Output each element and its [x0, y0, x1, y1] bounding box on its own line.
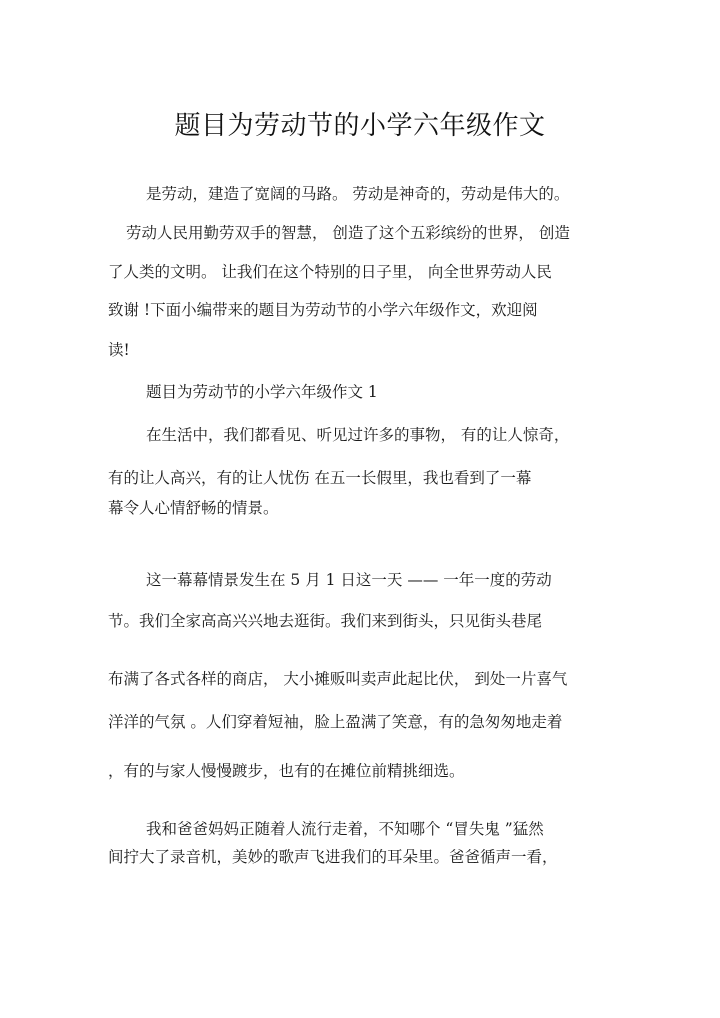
section-heading: 题目为劳动节的小学六年级作文 1: [146, 383, 378, 401]
paragraph-line-1: 是劳动，建造了宽阔的马路。 劳动是神奇的，劳动是伟大的。: [146, 185, 570, 203]
paragraph-line-11: 布满了各式各样的商店， 大小摊贩叫卖声此起比伏， 到处一片喜气: [108, 670, 568, 688]
paragraph-line-14: 我和爸爸妈妈正随着人流行走着，不知哪个 “冒失鬼 ”猛然: [146, 820, 544, 838]
paragraph-line-2: 劳动人民用勤劳双手的智慧， 创造了这个五彩缤纷的世界， 创造: [126, 224, 570, 242]
paragraph-line-3: 了人类的文明。 让我们在这个特别的日子里， 向全世界劳动人民: [108, 263, 552, 281]
paragraph-line-15: 间拧大了录音机，美妙的歌声飞进我们的耳朵里。爸爸循声一看，: [108, 848, 558, 866]
paragraph-line-5: 读!: [108, 341, 130, 359]
paragraph-line-12: 洋洋的气氛 。人们穿着短袖，脸上盈满了笑意，有的急匆匆地走着: [108, 713, 563, 731]
paragraph-line-13: ，有的与家人慢慢踱步，也有的在摊位前精挑细选。: [108, 762, 465, 780]
paragraph-line-8: 幕令人心情舒畅的情景。: [108, 499, 279, 517]
paragraph-line-7: 有的让人高兴，有的让人忧伤 在五一长假里，我也看到了一幕: [108, 469, 532, 487]
document-title: 题目为劳动节的小学六年级作文: [174, 111, 546, 141]
paragraph-line-10: 节。我们全家高高兴兴地去逛街。我们来到街头，只见街头巷尾: [108, 612, 543, 630]
paragraph-line-4: 致谢 !下面小编带来的题目为劳动节的小学六年级作文，欢迎阅: [108, 301, 538, 319]
paragraph-line-6: 在生活中，我们都看见、听见过许多的事物， 有的让人惊奇，: [146, 426, 570, 444]
paragraph-line-9: 这一幕幕情景发生在 5 月 1 日这一天 —— 一年一度的劳动: [146, 571, 552, 589]
